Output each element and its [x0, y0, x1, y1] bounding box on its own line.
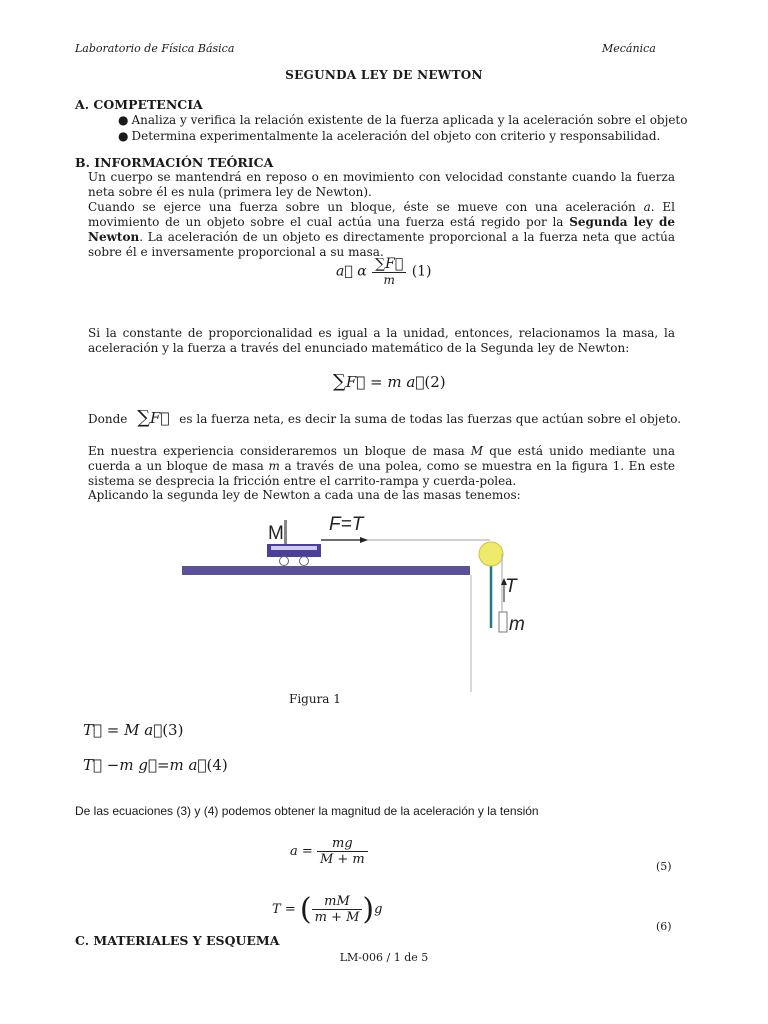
cart-wheel: [300, 557, 309, 566]
equation-6: T = ( $\frac{mM}{m + M}$ )g: [272, 892, 383, 927]
bullet-item: [118, 113, 687, 127]
equation-3: T⃗ = M a⃗(3): [83, 721, 184, 739]
equation-4: T⃗ −m g⃗=m a⃗(4): [83, 756, 228, 774]
paragraph-6: Aplicando la segunda ley de Newton a cada una de las masas tenemos:: [88, 488, 521, 502]
ramp: [182, 566, 470, 575]
figure-1: [175, 510, 535, 695]
force-arrowhead: [360, 537, 368, 543]
header-left: Laboratorio de Física Básica: [75, 42, 235, 55]
paragraph-1: Un cuerpo se mantendrá en reposo o en movimiento con velocidad constante cuando la fuerza neta sobre él es nula (primera ley de Newton).: [88, 170, 675, 199]
equation-2: ∑F⃗ = m a⃗(2): [333, 371, 446, 392]
equation-1: a⃗ α $\frac{\sum F⃗}{m}$ (1): [336, 256, 432, 287]
paragraph-4: Donde ∑F⃗ es la fuerza neta, es decir la suma de todas las fuerzas que actúan sobre el objeto.: [88, 407, 682, 428]
equation-5-number: (5): [656, 860, 672, 873]
equation-5: a = $\frac{mg}{M + m}$: [290, 836, 368, 867]
section-b-heading: B. INFORMACIÓN TEÓRICA: [75, 155, 274, 170]
header-right: Mecánica: [602, 42, 656, 55]
cart-block: [267, 544, 321, 557]
paragraph-2: Cuando se ejerce una fuerza sobre un bloque, éste se mueve con una aceleración a. El movimiento de un objeto sobre el cual actúa una fuerza está regido por la Segunda ley de Newton. La aceleración de un objeto es directamente proporcional a la fuerza neta que actúa sobre él e inversamente proporcional a su masa.: [88, 200, 676, 259]
bullet-icon: ●: [118, 113, 129, 127]
bullet-text: Analiza y verifica la relación existente de la fuerza aplicada y la aceleración sobre el objeto: [131, 113, 688, 127]
label-M: M: [268, 523, 284, 544]
cart-post: [284, 520, 287, 544]
bullet-text: Determina experimentalmente la aceleración del objeto con criterio y responsabilidad.: [131, 129, 661, 143]
hanging-mass: [499, 612, 507, 632]
figure-caption: Figura 1: [289, 692, 341, 706]
section-a-heading: A. COMPETENCIA: [75, 97, 203, 112]
paragraph-5: En nuestra experiencia consideraremos un bloque de masa M que está unido mediante una cuerda a un bloque de masa m a través de una polea, como se muestra en la figura 1. En este sistema se desprecia la fricción entre el carrito-rampa y cuerda-polea.: [88, 444, 675, 488]
pulley: [479, 542, 503, 566]
paragraph-3: Si la constante de proporcionalidad es igual a la unidad, entonces, relacionamos la masa, la aceleración y la fuerza a través del enunciado matemático de la Segunda ley de Newton:: [88, 326, 675, 355]
bullet-item: [118, 129, 660, 143]
cart-wheel: [280, 557, 289, 566]
section-c-heading: C. MATERIALES Y ESQUEMA: [75, 933, 280, 948]
page-footer: LM-006 / 1 de 5: [339, 951, 429, 964]
label-F: F=T: [329, 514, 364, 535]
page-title: SEGUNDA LEY DE NEWTON: [285, 68, 483, 82]
bullet-icon: ●: [118, 129, 129, 143]
paragraph-7: De las ecuaciones (3) y (4) podemos obtener la magnitud de la aceleración y la tensión: [75, 804, 539, 818]
label-T: T: [505, 576, 517, 597]
label-m: m: [509, 614, 525, 635]
equation-6-number: (6): [656, 920, 672, 933]
cart-highlight: [271, 546, 317, 550]
